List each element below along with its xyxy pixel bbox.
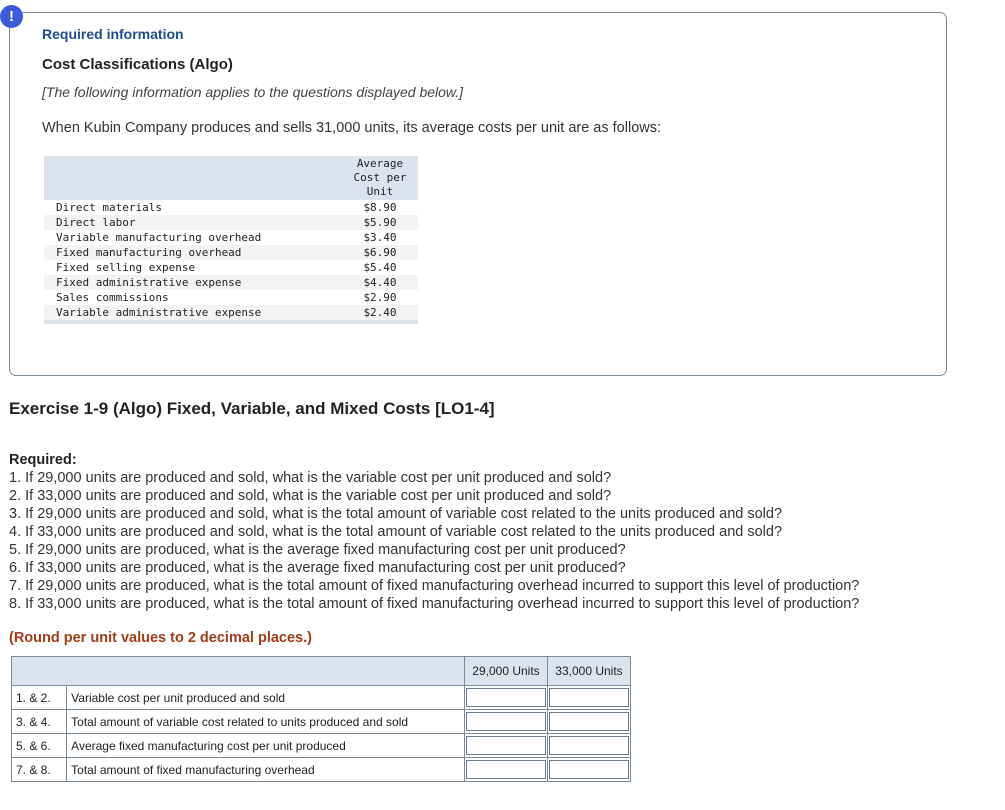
answer-input-29000[interactable] bbox=[466, 736, 546, 755]
answer-input-29000[interactable] bbox=[466, 712, 546, 731]
cost-label: Direct materials bbox=[56, 201, 162, 214]
required-item: 2. If 33,000 units are produced and sold, what is the variable cost per unit produced and sold? bbox=[9, 488, 612, 504]
cost-value: $4.40 bbox=[342, 275, 418, 290]
exercise-title: Exercise 1-9 (Algo) Fixed, Variable, and Mixed Costs [LO1-4] bbox=[9, 399, 495, 418]
cost-label: Fixed manufacturing overhead bbox=[44, 245, 342, 260]
column-header-33000: 33,000 Units bbox=[548, 657, 631, 686]
answer-cell bbox=[465, 734, 548, 758]
cost-table-header bbox=[342, 156, 418, 200]
required-info-label: Required information bbox=[42, 26, 184, 42]
answer-input-29000[interactable] bbox=[466, 688, 546, 707]
answer-input-33000[interactable] bbox=[549, 760, 629, 779]
cost-table-header-blank bbox=[44, 156, 342, 200]
cost-label: Direct labor bbox=[44, 215, 342, 230]
cost-value: $5.40 bbox=[363, 261, 397, 274]
table-row bbox=[12, 734, 631, 758]
row-description: Average fixed manufacturing cost per unit produced bbox=[67, 734, 465, 758]
alert-icon: ! bbox=[0, 5, 23, 28]
table-row bbox=[44, 305, 418, 322]
table-row bbox=[12, 686, 631, 710]
required-item: 5. If 29,000 units are produced, what is the average fixed manufacturing cost per unit produced? bbox=[9, 542, 626, 558]
cost-label: Sales commissions bbox=[56, 291, 169, 304]
applies-note: [The following information applies to the questions displayed below.] bbox=[42, 84, 464, 100]
answer-input-33000[interactable] bbox=[549, 736, 629, 755]
answer-input-29000[interactable] bbox=[466, 760, 546, 779]
cost-label: Variable manufacturing overhead bbox=[56, 231, 262, 244]
cost-table bbox=[44, 156, 418, 324]
row-number: 5. & 6. bbox=[12, 734, 67, 758]
cost-label: Variable administrative expense bbox=[44, 305, 342, 322]
answer-cell bbox=[465, 686, 548, 710]
answer-input-33000[interactable] bbox=[549, 712, 629, 731]
table-row bbox=[44, 275, 418, 290]
row-description: Total amount of fixed manufacturing overhead bbox=[67, 758, 465, 782]
column-header-29000: 29,000 Units bbox=[465, 657, 548, 686]
row-number: 7. & 8. bbox=[12, 758, 67, 782]
required-item: 7. If 29,000 units are produced, what is the total amount of fixed manufacturing overhead incurred to support this level of production? bbox=[9, 578, 860, 594]
cost-value: $5.90 bbox=[342, 215, 418, 230]
section-title: Cost Classifications (Algo) bbox=[42, 56, 233, 73]
cost-label: Fixed selling expense bbox=[56, 261, 196, 274]
required-item: 3. If 29,000 units are produced and sold, what is the total amount of variable cost related to the units produced and sold? bbox=[9, 506, 783, 522]
answer-cell bbox=[465, 710, 548, 734]
table-row bbox=[44, 200, 418, 215]
row-description: Variable cost per unit produced and sold bbox=[67, 686, 465, 710]
header-line: Average bbox=[356, 157, 404, 170]
table-row bbox=[44, 245, 418, 260]
header-line: Cost per bbox=[353, 171, 407, 184]
table-row bbox=[44, 215, 418, 230]
row-number: 3. & 4. bbox=[12, 710, 67, 734]
answer-cell bbox=[548, 734, 631, 758]
header-line: Unit bbox=[366, 185, 394, 198]
cost-value: $3.40 bbox=[363, 231, 397, 244]
cost-label: Fixed administrative expense bbox=[44, 275, 342, 290]
required-item: 8. If 33,000 units are produced, what is the total amount of fixed manufacturing overhead incurred to support this level of production? bbox=[9, 596, 860, 612]
table-row bbox=[44, 230, 418, 245]
intro-text: When Kubin Company produces and sells 31,000 units, its average costs per unit are as follows: bbox=[42, 120, 662, 136]
required-label: Required: bbox=[9, 452, 77, 468]
table-row bbox=[12, 710, 631, 734]
answer-cell bbox=[465, 758, 548, 782]
answer-table bbox=[11, 656, 631, 782]
required-list bbox=[9, 451, 859, 613]
cost-value: $8.90 bbox=[363, 201, 397, 214]
required-item: 4. If 33,000 units are produced and sold, what is the total amount of variable cost related to the units produced and sold? bbox=[9, 524, 783, 540]
answer-cell bbox=[548, 758, 631, 782]
required-item: 6. If 33,000 units are produced, what is the average fixed manufacturing cost per unit produced? bbox=[9, 560, 626, 576]
row-description: Total amount of variable cost related to units produced and sold bbox=[67, 710, 465, 734]
required-item: 1. If 29,000 units are produced and sold, what is the variable cost per unit produced and sold? bbox=[9, 470, 612, 486]
cost-value: $2.40 bbox=[342, 305, 418, 322]
answer-cell bbox=[548, 710, 631, 734]
answer-input-33000[interactable] bbox=[549, 688, 629, 707]
row-number: 1. & 2. bbox=[12, 686, 67, 710]
table-row bbox=[44, 290, 418, 305]
answer-header-blank bbox=[12, 657, 465, 686]
round-note: (Round per unit values to 2 decimal places.) bbox=[9, 630, 312, 646]
answer-cell bbox=[548, 686, 631, 710]
table-row bbox=[44, 260, 418, 275]
cost-value: $6.90 bbox=[342, 245, 418, 260]
cost-value: $2.90 bbox=[363, 291, 397, 304]
table-row bbox=[12, 758, 631, 782]
